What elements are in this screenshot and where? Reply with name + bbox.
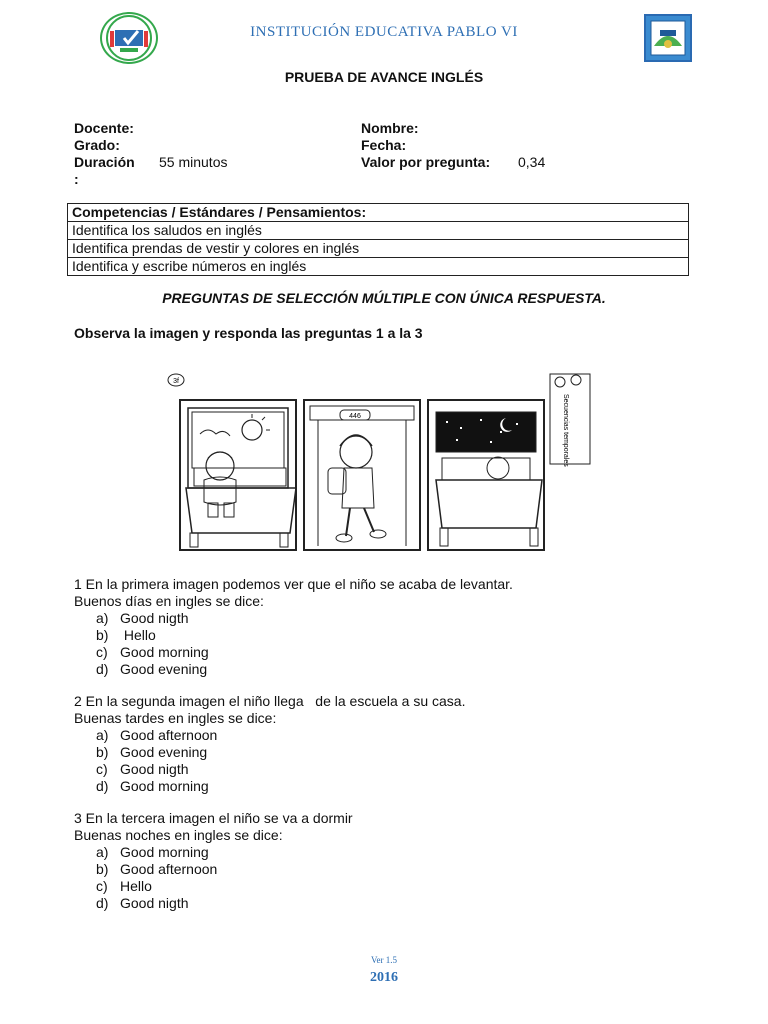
- option-letter: c): [96, 644, 108, 660]
- door-number: 446: [349, 413, 361, 420]
- option-letter: b): [96, 627, 109, 643]
- option-letter: b): [96, 861, 109, 877]
- answer-option[interactable]: [74, 761, 466, 778]
- question-prompt: 2 En la segunda imagen el niño llega de la escuela a su casa.: [74, 693, 466, 709]
- svg-text:Secuencias temporales: Secuencias temporales: [562, 394, 569, 467]
- version-label: Ver 1.5: [371, 955, 397, 965]
- answer-option[interactable]: [74, 727, 466, 744]
- table-row: [68, 222, 689, 240]
- page-tag: [168, 374, 184, 386]
- svg-text:3f: 3f: [173, 378, 179, 385]
- question-prompt: 1 En la primera imagen podemos ver que el niño se acaba de levantar.: [74, 576, 513, 592]
- table-row: [68, 258, 689, 276]
- option-text: Good morning: [120, 644, 209, 660]
- answer-option[interactable]: [74, 744, 466, 761]
- answer-option[interactable]: [74, 610, 513, 627]
- competencia-cell: Identifica y escribe números en inglés: [68, 258, 689, 276]
- morning-window-icon: [180, 400, 296, 550]
- instruction-text: Observa la imagen y responda las preguntas 1 a la 3: [74, 325, 423, 341]
- competencias-header: Competencias / Estándares / Pensamientos:: [68, 204, 689, 222]
- option-letter: d): [96, 895, 109, 911]
- duracion-colon: :: [74, 171, 79, 187]
- night-bed-icon: [428, 400, 544, 550]
- competencias-table: [67, 203, 689, 276]
- question-prompt: 3 En la tercera imagen el niño se va a dormir: [74, 810, 353, 826]
- question-subprompt: Buenos días en ingles se dice:: [74, 593, 264, 609]
- side-label: [550, 374, 590, 467]
- question-3: [74, 810, 353, 912]
- option-text: Good nigth: [120, 895, 189, 911]
- duracion-value: 55 minutos: [159, 154, 228, 170]
- institution-name: INSTITUCIÓN EDUCATIVA PABLO VI: [250, 24, 518, 40]
- option-text: Hello: [120, 878, 152, 894]
- option-letter: d): [96, 661, 109, 677]
- option-letter: c): [96, 878, 108, 894]
- option-letter: a): [96, 610, 109, 626]
- school-crest-icon: [644, 14, 692, 62]
- answer-option[interactable]: [74, 878, 353, 895]
- option-letter: c): [96, 761, 108, 777]
- option-text: Hello: [120, 627, 156, 643]
- answer-option[interactable]: [74, 627, 513, 644]
- document-title: PRUEBA DE AVANCE INGLÉS: [284, 69, 484, 85]
- grado-label: Grado:: [74, 137, 120, 153]
- question-subprompt: Buenas tardes en ingles se dice:: [74, 710, 277, 726]
- option-text: Good morning: [120, 844, 209, 860]
- option-text: Good afternoon: [120, 727, 218, 743]
- duracion-label: Duración: [74, 154, 135, 170]
- question-1: [74, 576, 513, 678]
- competencia-cell: Identifica los saludos en inglés: [68, 222, 689, 240]
- answer-option[interactable]: [74, 844, 353, 861]
- option-text: Good evening: [120, 661, 208, 677]
- answer-option[interactable]: [74, 778, 466, 795]
- option-letter: a): [96, 844, 109, 860]
- option-text: Good afternoon: [120, 861, 218, 877]
- section-title: PREGUNTAS DE SELECCIÓN MÚLTIPLE CON ÚNICA RESPUESTA.: [162, 290, 606, 306]
- nombre-label: Nombre:: [361, 120, 419, 136]
- valor-label: Valor por pregunta:: [361, 154, 491, 170]
- option-letter: b): [96, 744, 109, 760]
- table-header-row: [68, 204, 689, 222]
- answer-option[interactable]: [74, 895, 353, 912]
- table-row: [68, 240, 689, 258]
- boy-with-backpack-icon: [304, 400, 420, 550]
- option-letter: d): [96, 778, 109, 794]
- question-2: [74, 693, 466, 795]
- answer-option[interactable]: [74, 661, 513, 678]
- answer-option[interactable]: [74, 644, 513, 661]
- valor-value: 0,34: [518, 154, 546, 170]
- option-text: Good morning: [120, 778, 209, 794]
- answer-option[interactable]: [74, 861, 353, 878]
- option-letter: a): [96, 727, 109, 743]
- option-text: Good evening: [120, 744, 208, 760]
- option-text: Good nigth: [120, 761, 189, 777]
- competencia-cell: Identifica prendas de vestir y colores en inglés: [68, 240, 689, 258]
- docente-label: Docente:: [74, 120, 134, 136]
- sequence-illustration: [160, 368, 592, 568]
- fecha-label: Fecha:: [361, 137, 407, 153]
- year-label: 2016: [370, 970, 398, 985]
- option-text: Good nigth: [120, 610, 189, 626]
- question-subprompt: Buenas noches en ingles se dice:: [74, 827, 283, 843]
